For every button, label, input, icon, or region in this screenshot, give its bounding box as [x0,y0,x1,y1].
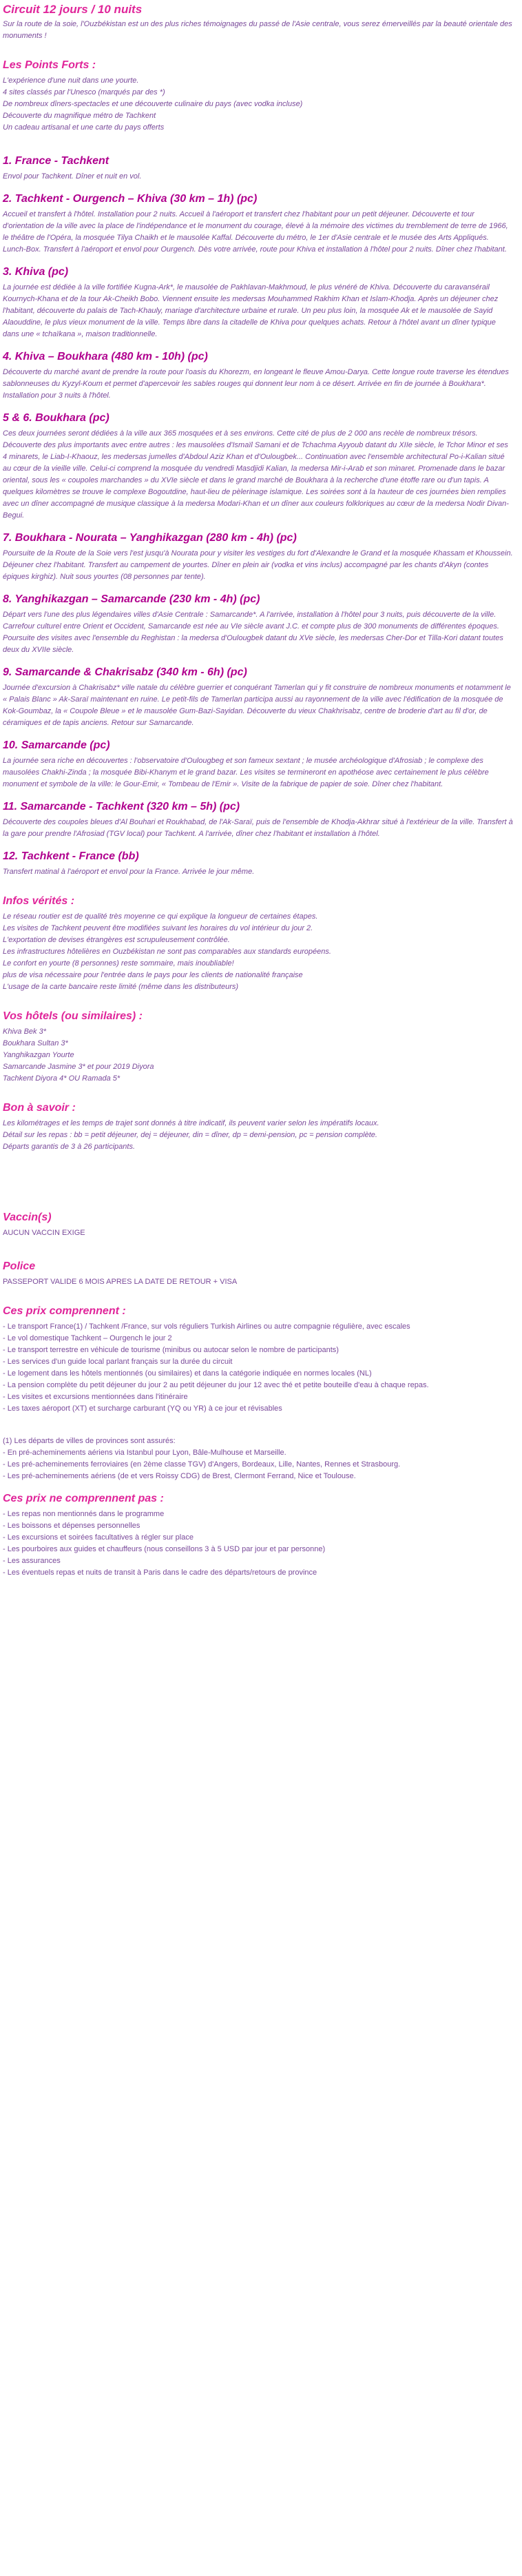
list-item: Boukhara Sultan 3* [3,1039,68,1047]
day-8 [3,593,514,656]
day-text: Poursuite de la Route de la Soie vers l'est jusqu'à Nourata pour y visiter les vestiges du fort d'Alexandre le Grand et la mosquée Khassam et Khoussein. Déjeuner chez l'habitant. Transfert au campement de yourtes. Dîner en plein air (vodka et vins inclus) accompagné par les chants d'Akyn (contes épiques kirghiz). Nuit sous yourtes (08 personnes par tente). [3,549,513,581]
day-text: Transfert matinal à l'aéroport et envol pour la France. Arrivée le jour même. [3,868,255,876]
vaccin-title: Vaccin(s) [3,1212,52,1223]
hotels-title: Vos hôtels (ou similaires) : [3,1010,143,1022]
list-item: Le réseau routier est de qualité très moyenne ce qui explique la longueur de certaines étapes. [3,912,318,921]
day-4 [3,350,514,402]
bon-a-savoir-title: Bon à savoir : [3,1102,76,1114]
intro-text: Sur la route de la soie, l'Ouzbékistan est un des plus riches témoignages du passé de l'Asie centrale, vous serez émerveillés par la beauté orientale des monuments ! [3,20,512,40]
day-title: 3. Khiva (pc) [3,266,69,278]
vaccin-section [3,1211,514,1239]
list-item: - Les visites et excursions mentionnées dans l'itinéraire [3,1393,188,1401]
list-item: plus de visa nécessaire pour l'entrée dans le pays pour les clients de nationalité française [3,971,303,979]
infos-section [3,895,514,993]
intro-section [3,3,514,42]
ne-comprennent-title: Ces prix ne comprennent pas : [3,1493,164,1504]
bon-a-savoir-section [3,1101,514,1153]
day-title: 4. Khiva – Boukhara (480 km - 10h) (pc) [3,351,208,362]
list-item: - Les assurances [3,1557,61,1565]
day-text: Envol pour Tachkent. Dîner et nuit en vol. [3,172,142,181]
list-item: - Le transport France(1) / Tachkent /France, sur vols réguliers Turkish Airlines ou autre compagnie régulière, avec escales [3,1322,410,1331]
list-item: - Les repas non mentionnés dans le programme [3,1510,165,1518]
list-item: L'expérience d'une nuit dans une yourte. [3,76,139,85]
note-item: - En pré-acheminements aériens via Istanbul pour Lyon, Bâle-Mulhouse et Marseille. [3,1449,286,1457]
list-item: De nombreux dîners-spectacles et une découverte culinaire du pays (avec vodka incluse) [3,100,303,108]
list-item: Départs garantis de 3 à 26 participants. [3,1143,136,1151]
list-item: Les visites de Tachkent peuvent être modifiées suivant les horaires du vol intérieur du jour 2. [3,924,313,932]
day-title: 5 & 6. Boukhara (pc) [3,412,109,424]
list-item: L'usage de la carte bancaire reste limité (même dans les distributeurs) [3,983,239,991]
infos-title: Infos vérités : [3,895,75,907]
ne-comprennent-section [3,1492,514,1579]
list-item: L'exportation de devises étrangères est scrupuleusement contrôlée. [3,936,230,944]
hotels-section [3,1010,514,1085]
day-text: Accueil et transfert à l'hôtel. Installation pour 2 nuits. Accueil à l'aéroport et transfert chez l'habitant pour un petit déjeuner. Découverte et tour d'orientation de la ville avec la place de l'indépendance et le monument du courage, élevé à la mémoire des victimes du tremblement de terre de 1966, le théâtre de l'Opéra, la mosquée Tilya Chaikh et le mausolée Kaffal. Découverte du métro, le 1er d'Asie centrale et le musée des Arts Appliqués. Lunch-Box. Transfert à l'aéroport et envol pour Ourgench. Dès votre arrivée, route pour Khiva et installation à l'hôtel pour 2 nuits. Dîner chez l'habitant. [3,210,508,254]
list-item: - La pension complète du petit déjeuner du jour 2 au petit déjeuner du jour 12 avec thé et petite bouteille d'eau à chaque repas. [3,1381,429,1389]
day-title: 10. Samarcande (pc) [3,739,110,751]
police-section [3,1260,514,1288]
day-title: 12. Tachkent - France (bb) [3,850,139,862]
day-text: La journée sera riche en découvertes : l'observatoire d'Oulougbeg et son fameux sextant ; le musée archéologique d'Afrosiab ; le complexe des mausolées Chakhi-Zinda ; la mosquée Bibi-Khanym et le grand bazar. Les visites se termineront en apothéose avec certainement le plus célèbre monument et symbole de la ville: le Gour-Emir, « Tombeau de l'Emir ». Visite de la fabrique de papier de soie. Dîner chez l'habitant. [3,757,489,788]
day-text: Journée d'excursion à Chakrisabz* ville natale du célèbre guerrier et conquérant Tamerlan qui y fit construire de nombreux monuments et notamment le « Palais Blanc » Ak-Saraï maintenant en ruine. Le petit-fils de Tamerlan participa aussi au rayonnement de la ville avec l'édification de la mosquée de Kok-Goumbaz, la « Coupole Bleue » et le mausolée Gum-Bazi-Sayidan. Découverte du vieux Chakhrisabz, centre de broderie d'art au fil d'or, de céramiques et de tapis anciens. Retour sur Samarcande. [3,684,511,727]
day-title: 1. France - Tachkent [3,155,109,167]
day-9 [3,666,514,729]
list-item: Tachkent Diyora 4* OU Ramada 5* [3,1074,121,1083]
day-7 [3,531,514,583]
list-item: Yanghikazgan Yourte [3,1051,74,1059]
list-item: Khiva Bek 3* [3,1028,46,1036]
list-item: Le confort en yourte (8 personnes) reste sommaire, mais inoubliable! [3,959,234,968]
list-item: 4 sites classés par l'Unesco (marqués par des *) [3,88,165,96]
day-text: La journée est dédiée à la ville fortifiée Kugna-Ark*, le mausolée de Pakhlavan-Makhmoud, le plus vénéré de Khiva. Découverte du caravansérail Kournych-Khana et de la tour Ak-Cheikh Bobo. Viennent ensuite les medersas Mouhammed Rakhim Khan et Islam-Khodja. Après un déjeuner chez l'habitant, découverte du palais de Tach-Khauly, mariage d'architecture urbaine et rurale. Un peu plus loin, la mosquée Ak et le mausolée de Sayid Alaouddine, le plus vieux monument de la ville. Temps libre dans la citadelle de Khiva pour quelques achats. Retour à l'hôtel avant un dîner typique dans une « tchaïkana », maison traditionnelle. [3,283,499,338]
vaccin-text: AUCUN VACCIN EXIGE [3,1229,85,1237]
list-item: - Le vol domestique Tachkent – Ourgench le jour 2 [3,1334,172,1342]
police-text: PASSEPORT VALIDE 6 MOIS APRES LA DATE DE RETOUR + VISA [3,1278,238,1286]
day-text: Ces deux journées seront dédiées à la ville aux 365 mosquées et à ses environs. Cette cité de plus de 2 000 ans recèle de nombreux trésors. Découverte des plus importants avec entre autres : les mausolées d'Ismaïl Samani et de Tchachma Ayyoub datant du XIIe siècle, le Tchor Minor et ses 4 minarets, le Liab-I-Khaouz, les medersas jumelles d'Abdoul Aziz Khan et d'Oulougbek... Continuation avec l'ensemble architectural Po-i-Kalian situé au cœur de la vieille ville. Celui-ci comprend la mosquée du vendredi Masdjidi Kalian, la medersa Mir-i-Arab et son minaret. Promenade dans le bazar oriental, sous les « coupoles marchandes » du XVIe siècle et dans le grand marché de Boukhara à la recherche d'une étoffe rare ou d'un tapis. A quelques kilomètres se trouve le complexe Bogoutdine, haut-lieu de pèlerinage islamique. Les soirées sont à la hauteur de ces journées bien remplies avec un dîner accompagné de musique classique à la medersa Modari-Khan et un dîner aux couleurs folkloriques au cœur de la medersa Nodir Divan-Begui. [3,429,509,520]
day-title: 7. Boukhara - Nourata – Yanghikazgan (280 km - 4h) (pc) [3,532,297,544]
day-title: 9. Samarcande & Chakrisabz (340 km - 6h) (pc) [3,666,247,678]
police-title: Police [3,1260,36,1272]
note-item: - Les pré-acheminements ferroviaires (en 2ème classe TGV) d'Angers, Bordeaux, Lille, Nantes, Rennes et Strasbourg. [3,1460,401,1469]
note-item: (1) Les départs de villes de provinces sont assurés: [3,1437,176,1445]
list-item: Un cadeau artisanal et une carte du pays offerts [3,123,165,132]
comprennent-title: Ces prix comprennent : [3,1305,126,1317]
list-item: - Le logement dans les hôtels mentionnés (ou similaires) et dans la catégorie indiquée en normes locales (NL) [3,1369,372,1378]
points-forts-title: Les Points Forts : [3,59,96,71]
day-5-6 [3,411,514,522]
day-3 [3,265,514,340]
day-title: 8. Yanghikazgan – Samarcande (230 km - 4h) (pc) [3,593,260,605]
note-item: - Les pré-acheminements aériens (de et vers Roissy CDG) de Brest, Clermont Ferrand, Nice et Toulouse. [3,1472,356,1480]
day-12 [3,850,514,878]
day-title: 11. Samarcande - Tachkent (320 km – 5h) (pc) [3,801,240,812]
list-item: Les kilométrages et les temps de trajet sont donnés à titre indicatif, ils peuvent varier selon les impératifs locaux. [3,1119,379,1127]
list-item: - Les excursions et soirées facultatives à régler sur place [3,1533,194,1542]
list-item: - Le transport terrestre en véhicule de tourisme (minibus ou autocar selon le nombre de participants) [3,1346,339,1354]
list-item: - Les éventuels repas et nuits de transit à Paris dans le cadre des départs/retours de province [3,1568,317,1577]
day-title: 2. Tachkent - Ourgench – Khiva (30 km – 1h) (pc) [3,193,258,205]
day-10 [3,739,514,790]
circuit-title: Circuit 12 jours / 10 nuits [3,3,143,16]
day-2 [3,192,514,256]
list-item: Détail sur les repas : bb = petit déjeuner, dej = déjeuner, din = dîner, dp = demi-pension, pc = pension complète. [3,1131,377,1139]
day-1 [3,154,514,183]
list-item: - Les taxes aéroport (XT) et surcharge carburant (YQ ou YR) à ce jour et révisables [3,1404,282,1413]
list-item: - Les services d'un guide local parlant français sur la durée du circuit [3,1358,233,1366]
day-text: Découverte du marché avant de prendre la route pour l'oasis du Khorezm, en longeant le fleuve Amou-Darya. Cette longue route traverse les étendues sablonneuses du Kyzyl-Koum et permet d'apercevoir les sables rouges qui donnent leur nom à ce désert. Arrivée en fin de journée à Boukhara*. Installation pour 3 nuits à l'hôtel. [3,368,509,400]
comprennent-section [3,1305,514,1482]
list-item: Les infrastructures hôtelières en Ouzbékistan ne sont pas comparables aux standards européens. [3,948,331,956]
list-item: Découverte du magnifique métro de Tachkent [3,112,156,120]
list-item: - Les pourboires aux guides et chauffeurs (nous conseillons 3 à 5 USD par jour et par personne) [3,1545,326,1553]
list-item: Samarcande Jasmine 3* et pour 2019 Diyora [3,1063,154,1071]
day-11 [3,800,514,840]
list-item: - Les boissons et dépenses personnelles [3,1522,140,1530]
day-text: Découverte des coupoles bleues d'Al Bouhari et Roukhabad, de l'Ak-Saraï, puis de l'ensemble de Khodja-Akhrar situé à l'extérieur de la ville. Transfert à la gare pour prendre l'Afrosiad (TGV local) pour Tachkent. A l'arrivée, dîner chez l'habitant et installation à l'hôtel. [3,818,513,838]
day-text: Départ vers l'une des plus légendaires villes d'Asie Centrale : Samarcande*. A l'arrivée, installation à l'hôtel pour 3 nuits, puis découverte de la ville. Carrefour culturel entre Orient et Occident, Samarcande est née au VIe siècle avant J.C. et compte plus de 300 monuments de différentes époques. Poursuite des visites avec l'ensemble du Reghistan : la medersa d'Oulougbek datant du XVe siècle, les medersas Cher-Dor et Tilla-Kori datant toutes deux du XVIIe siècle. [3,611,503,654]
points-forts-section [3,59,514,134]
